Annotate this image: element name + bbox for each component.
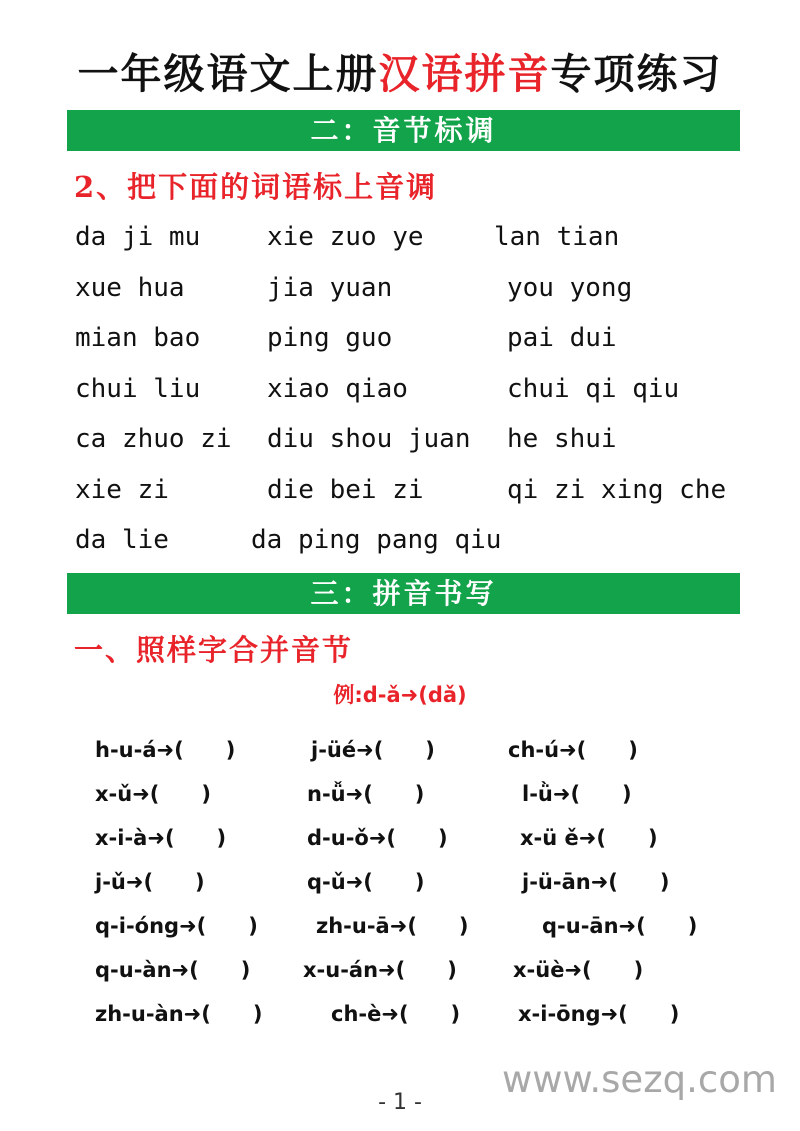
exercise-item: x-u-án➜( ): [303, 958, 457, 982]
page-title: [0, 48, 800, 100]
watermark: www.sezq.com: [502, 1058, 777, 1101]
section3-band: 三：拼音书写: [67, 573, 740, 614]
title-part2: 专项练习: [550, 50, 723, 98]
pinyin-word: mian bao: [75, 323, 201, 353]
title-part1: 一年级语文上册: [77, 50, 379, 98]
example-line: 例:d-ǎ➜(dǎ): [333, 683, 467, 707]
pinyin-word: da lie: [75, 525, 169, 555]
exercise-row: [0, 955, 800, 991]
pinyin-word: da ping pang qiu: [251, 525, 502, 555]
exercise-row: [0, 911, 800, 947]
pinyin-word: xiao qiao: [267, 374, 408, 404]
pinyin-word: xue hua: [75, 273, 185, 303]
pinyin-word: da ji mu: [75, 222, 201, 252]
exercise-item: l-ǜ➜( ): [522, 782, 632, 806]
exercise-row: [0, 779, 800, 815]
exercise-item: x-ǔ➜( ): [95, 782, 212, 806]
pinyin-row: [0, 219, 800, 259]
exercise-item: x-ü ě➜( ): [520, 826, 658, 850]
section3-heading: 一、照样字合并音节: [74, 633, 354, 667]
pinyin-row: [0, 371, 800, 411]
pinyin-row: [0, 472, 800, 512]
pinyin-word: you yong: [507, 273, 633, 303]
exercise-item: j-ü-ān➜( ): [522, 870, 670, 894]
pinyin-row: [0, 421, 800, 461]
pinyin-row: [0, 270, 800, 310]
title-highlight: 汉语拼音: [378, 50, 551, 98]
exercise-item: j-ǔ➜( ): [95, 870, 205, 894]
exercise-item: q-ǔ➜( ): [307, 870, 425, 894]
exercise-row: [0, 735, 800, 771]
exercise-item: q-u-ān➜( ): [542, 914, 698, 938]
section2-band: 二：音节标调: [67, 110, 740, 151]
pinyin-word: diu shou juan: [267, 424, 471, 454]
pinyin-row: [0, 320, 800, 360]
exercise-item: zh-u-àn➜( ): [95, 1002, 263, 1026]
pinyin-word: xie zuo ye: [267, 222, 424, 252]
exercise-item: d-u-ǒ➜( ): [307, 826, 448, 850]
exercise-row: [0, 999, 800, 1035]
exercise-item: ch-ú➜( ): [508, 738, 638, 762]
page-number: - 1 -: [378, 1090, 422, 1115]
exercise-row: [0, 823, 800, 859]
pinyin-word: he shui: [507, 424, 617, 454]
pinyin-row: [0, 522, 800, 562]
pinyin-word: ca zhuo zi: [75, 424, 232, 454]
pinyin-word: jia yuan: [267, 273, 393, 303]
exercise-item: x-üè➜( ): [513, 958, 644, 982]
exercise-row: [0, 867, 800, 903]
pinyin-word: xie zi: [75, 475, 169, 505]
exercise-item: h-u-á➜( ): [95, 738, 236, 762]
pinyin-word: qi zi xing che: [507, 475, 727, 505]
exercise-item: zh-u-ā➜( ): [316, 914, 469, 938]
pinyin-word: die bei zi: [267, 475, 424, 505]
pinyin-word: pai dui: [507, 323, 617, 353]
pinyin-word: chui qi qiu: [507, 374, 680, 404]
pinyin-word: lan tian: [494, 222, 620, 252]
section2-heading: 2、把下面的词语标上音调: [74, 170, 438, 204]
exercise-item: q-i-óng➜( ): [95, 914, 258, 938]
exercise-item: x-i-à➜( ): [95, 826, 227, 850]
exercise-item: n-ǚ➜( ): [307, 782, 425, 806]
exercise-item: ch-è➜( ): [331, 1002, 461, 1026]
pinyin-word: chui liu: [75, 374, 201, 404]
exercise-item: q-u-àn➜( ): [95, 958, 251, 982]
exercise-item: x-i-ōng➜( ): [518, 1002, 680, 1026]
exercise-item: j-üé➜( ): [311, 738, 435, 762]
pinyin-word: ping guo: [267, 323, 393, 353]
